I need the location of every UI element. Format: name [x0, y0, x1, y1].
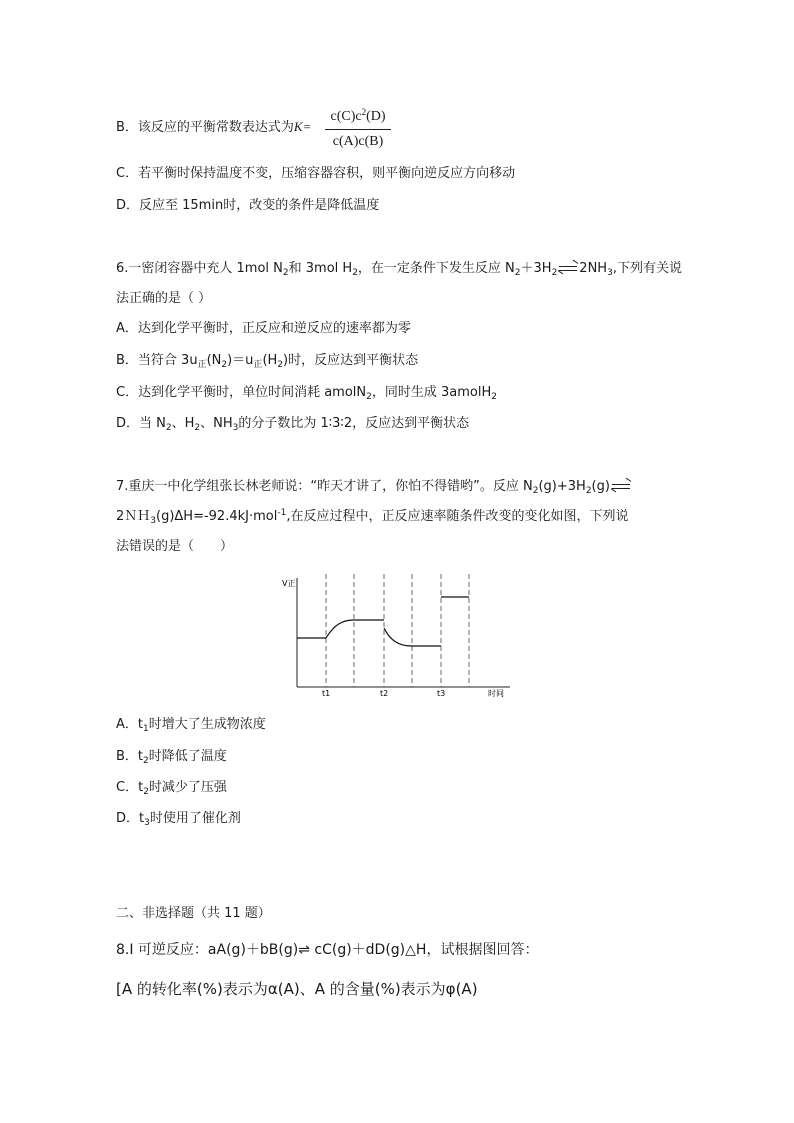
q7-option-c: C．$t_2$时减少了压强 — [116, 780, 227, 797]
x-axis-label: 时间 — [488, 689, 504, 698]
q6-option-a: A．达到化学平衡时，正反应和逆反应的速率都为零 — [116, 321, 411, 336]
tick-label-t2: t2 — [380, 689, 389, 698]
q5-option-b-text: B．该反应的平衡常数表达式为 — [116, 120, 294, 135]
q6-option-c: C．达到化学平衡时，单位时间消耗 amolN$_2$，同时生成 3amolH$_2$ — [116, 385, 497, 402]
rate-time-chart — [270, 570, 520, 700]
q7-stem-line1: 7.重庆一中化学组张长林老师说：“昨天才讲了，你怕不得错哟”。反应 $N_2(g)+3H_2(g)$ — [116, 478, 632, 496]
equilibrium-arrow-icon — [612, 482, 630, 492]
fraction-numerator: $c(C)c^2(D)$ — [325, 107, 391, 130]
y-axis-label: V正 — [282, 579, 296, 588]
rate-curve — [297, 597, 469, 646]
q6-stem-line1: 6.一密闭容器中充人 1mol $N_2$和 3mol $H_2$，在一定条件下发生反应 $N_2+3H_2$ $2NH_3$,下列有关说 — [116, 261, 682, 278]
segment-after-t1 — [326, 620, 384, 638]
equilibrium-constant-fraction — [325, 107, 391, 152]
q8-note: [A 的转化率(%)表示为α(A)、A 的含量(%)表示为φ(A) — [116, 980, 478, 998]
q8-stem: 8.I 可逆反应：aA(g)＋bB(g)⇌ cC(g)＋dD(g)△H，试根据图回答： — [116, 942, 539, 958]
q6-option-b: B．当符合 $3u_正(N_2)=u_正(H_2)$时，反应达到平衡状态 — [116, 353, 419, 370]
q6-stem-line2: 法正确的是（ ） — [116, 291, 212, 306]
q5-option-d: D．反应至 15min时，改变的条件是降低温度 — [116, 198, 380, 213]
fraction-denominator: c(A)c(B) — [332, 134, 384, 149]
chart-axes — [297, 578, 510, 687]
q7-option-b: B．$t_2$时降低了温度 — [116, 749, 227, 766]
q7-option-d: D．$t_3$时使用了催化剂 — [116, 811, 241, 828]
equilibrium-constant-symbol: K= — [293, 119, 312, 134]
section-2-title: 二、非选择题（共 11 题） — [116, 906, 271, 921]
time-dividers — [326, 574, 469, 687]
tick-label-t3: t3 — [437, 689, 446, 698]
tick-label-t1: t1 — [322, 689, 331, 698]
segment-after-t2 — [384, 628, 441, 646]
equilibrium-arrow-icon — [559, 264, 577, 274]
q7-stem-line2: 2ＮＨ$_3$(g)ΔH=-92.4kJ·mol$^{-1}$,在反应过程中，正反应速率随条件改变的变化如图，下列说 — [116, 508, 629, 526]
q5-option-b — [116, 118, 311, 137]
q5-option-c: C．若平衡时保持温度不变，压缩容器容积，则平衡向逆反应方向移动 — [116, 166, 516, 181]
q7-stem-line3: 法错误的是（ ） — [116, 539, 234, 554]
q7-option-a: A．$t_1$时增大了生成物浓度 — [116, 717, 266, 734]
q6-option-d: D．当 $N_2$、$H_2$、$NH_3$的分子数比为 1∶3∶2，反应达到平衡状态 — [116, 416, 470, 433]
